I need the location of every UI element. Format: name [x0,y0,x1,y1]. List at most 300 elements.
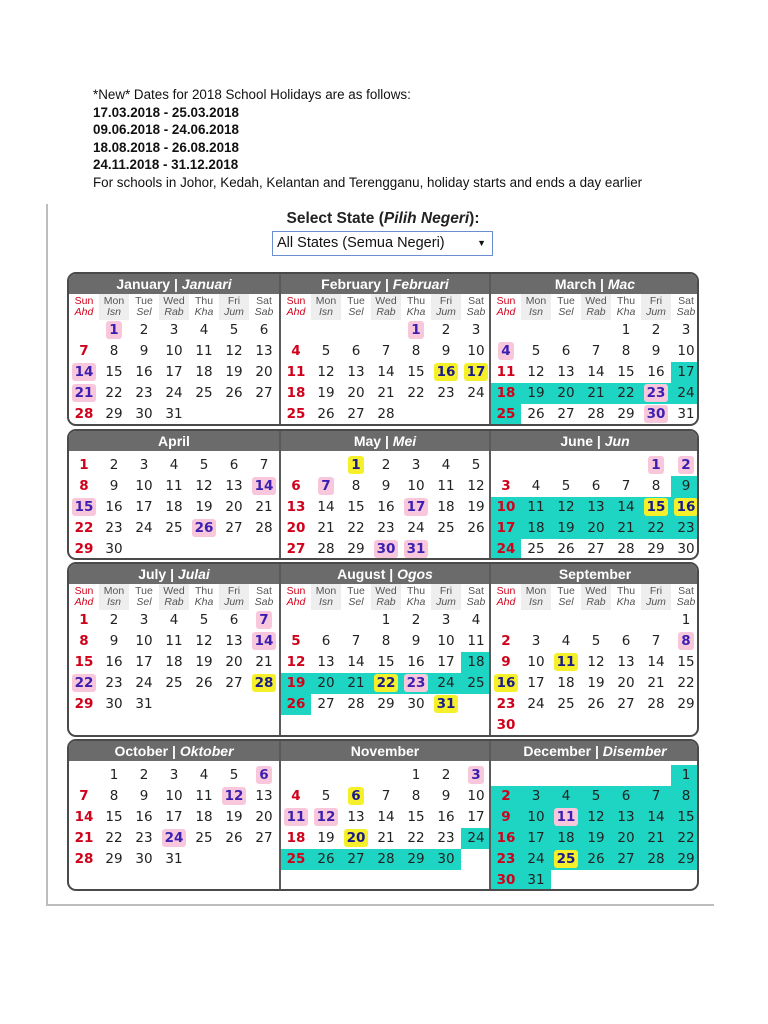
calendar-date: 4 [291,343,301,359]
calendar-date: 4 [531,478,541,494]
calendar-date: 29 [105,406,123,422]
public-holiday-date[interactable]: 21 [69,383,99,404]
empty-cell [581,610,611,631]
calendar-date: 30 [496,717,516,733]
calendar-date: 21 [377,385,395,401]
public-holiday-date[interactable]: 6 [341,786,371,807]
weekday-label: Tue Sel [557,295,575,318]
public-holiday-date[interactable]: 30 [371,539,401,560]
calendar-date: 3 [531,633,541,649]
calendar-date: 11 [195,788,213,804]
calendar-date: 29 [677,696,695,712]
public-holiday-date[interactable]: 23 [641,383,671,404]
calendar-date: 27 [587,541,605,557]
weekday-label: Sun Ahd [74,295,94,318]
weekday-header [69,294,279,320]
school-holiday-date: 27 [611,849,641,870]
school-holiday-date: 11 [521,497,551,518]
school-holiday-date: 12 [551,497,581,518]
calendar-date: 3 [139,612,149,628]
school-holiday-date: 14 [641,807,671,828]
calendar-date: 17 [467,809,485,825]
month-september [489,564,699,735]
calendar-date: 2 [411,612,421,628]
calendar-date: 27 [225,675,243,691]
month-august [279,564,489,735]
month-name: June [560,433,594,449]
school-holiday-date: 13 [611,807,641,828]
calendar-date: 9 [651,343,661,359]
school-holiday-date: 27 [341,849,371,870]
school-holiday-date: 21 [641,828,671,849]
calendar-date: 29 [377,696,395,712]
public-holiday-date[interactable]: 30 [641,404,671,425]
calendar-date: 4 [471,612,481,628]
calendar-date: 8 [351,478,361,494]
calendar-date: 19 [317,830,335,846]
school-holiday-date: 23 [491,849,521,870]
weekday-label: Sat Sab [466,295,486,318]
calendar-date: 25 [165,675,183,691]
school-holiday-date: 19 [581,828,611,849]
empty-cell [611,765,641,786]
calendar-date: 1 [109,767,119,783]
weekday-label: Thu Kha [194,585,214,608]
month-title [69,431,279,451]
weekday-label: Mon Isn [311,294,341,320]
calendar-date: 2 [139,767,149,783]
school-holiday-date: 22 [611,383,641,404]
calendar-date: 25 [527,541,545,557]
weekday-label: Thu Kha [616,295,636,318]
public-holiday-date[interactable]: 1 [341,455,371,476]
weekday-label: Wed Rab [581,584,611,610]
calendar-date: 29 [74,696,94,712]
school-holiday-date: 24 [431,673,461,694]
public-holiday-date[interactable]: 7 [311,476,341,497]
month-name-malay: Februari [392,276,449,292]
calendar-date: 24 [135,520,153,536]
empty-cell [641,765,671,786]
calendar-date: 28 [74,406,94,422]
calendar-date: 30 [407,696,425,712]
calendar-date: 29 [74,541,94,557]
day-grid [69,320,279,425]
calendar-date: 23 [105,520,123,536]
month-name: December [523,743,592,759]
school-holiday-date: 21 [581,383,611,404]
weekday-label: Fri Jum [219,584,249,610]
calendar-date: 9 [139,343,149,359]
calendar-date: 8 [109,788,119,804]
public-holiday-date[interactable]: 16 [671,497,699,518]
calendar-date: 16 [647,364,665,380]
calendar-date: 15 [105,364,123,380]
public-holiday-date[interactable]: 23 [401,673,431,694]
public-holiday-date[interactable]: 15 [69,497,99,518]
calendar-date: 18 [165,499,183,515]
public-holiday-date[interactable]: 7 [249,610,279,631]
calendar-date: 4 [169,612,179,628]
calendar-date: 22 [407,830,425,846]
school-holiday-date: 26 [311,849,341,870]
calendar-date: 10 [467,343,485,359]
weekday-label: Fri Jum [641,584,671,610]
calendar-date: 26 [527,406,545,422]
public-holiday-date[interactable]: 16 [431,362,461,383]
public-holiday-date[interactable]: 1 [99,320,129,341]
calendar-date: 9 [441,788,451,804]
calendar-date: 16 [135,809,153,825]
calendar-date: 5 [471,457,481,473]
calendar-date: 11 [437,478,455,494]
weekday-label: Wed Rab [159,294,189,320]
public-holiday-date[interactable]: 22 [371,673,401,694]
calendar-date: 22 [677,675,695,691]
calendar-date: 3 [169,322,179,338]
state-select-label: Select State (Pilih Negeri): [286,210,480,227]
weekday-header [281,584,489,610]
calendar-date: 30 [135,851,153,867]
school-holiday-date: 6 [611,786,641,807]
month-july [69,564,279,735]
calendar-date: 13 [347,809,365,825]
calendar-date: 31 [677,406,695,422]
calendar-date: 3 [681,322,691,338]
calendar-date: 26 [195,675,213,691]
public-holiday-date[interactable]: 4 [491,341,521,362]
school-holiday-date: 25 [461,673,491,694]
calendar-date: 2 [109,612,119,628]
empty-cell [611,455,641,476]
month-title [491,564,699,584]
calendar-date: 28 [587,406,605,422]
public-holiday-date[interactable]: 31 [401,539,431,560]
school-holiday-date: 21 [341,673,371,694]
calendar-date: 7 [79,343,89,359]
calendar-date: 10 [165,788,183,804]
calendar-date: 8 [381,633,391,649]
calendar-date: 11 [286,364,306,380]
public-holiday-date[interactable]: 11 [551,652,581,673]
weekday-label: Sat Sab [466,585,486,608]
empty-cell [581,455,611,476]
calendar-date: 7 [651,633,661,649]
calendar-date: 30 [135,406,153,422]
empty-cell [311,610,341,631]
month-june [489,431,699,558]
calendar-date: 8 [651,478,661,494]
public-holiday-date[interactable]: 15 [641,497,671,518]
calendar-date: 28 [74,851,94,867]
school-holiday-date: 9 [491,807,521,828]
public-holiday-date[interactable]: 1 [641,455,671,476]
calendar-date: 1 [381,612,391,628]
weekday-header [281,294,489,320]
public-holiday-date[interactable]: 3 [461,765,491,786]
calendar-date: 25 [195,385,213,401]
month-title: August | Ogos [281,564,489,584]
day-grid [281,455,489,560]
calendar-date: 9 [109,478,119,494]
calendar-date: 29 [647,541,665,557]
calendar-date: 2 [109,457,119,473]
calendar-date: 10 [527,654,545,670]
weekday-label: Mon Isn [521,584,551,610]
calendar-date: 9 [441,343,451,359]
calendar-date: 8 [411,788,421,804]
calendar-date: 22 [105,830,123,846]
calendar-date: 9 [381,478,391,494]
calendar-date: 6 [291,478,301,494]
calendar-date: 11 [496,364,516,380]
school-holiday-date: 19 [281,673,311,694]
month-january [69,274,279,424]
calendar-date: 5 [291,633,301,649]
month-title: January | Januari [69,274,279,294]
public-holiday-date[interactable]: 14 [249,631,279,652]
weekday-label: Wed Rab [581,294,611,320]
calendar-date: 7 [79,788,89,804]
calendar-date: 27 [317,696,335,712]
calendar-date: 10 [135,478,153,494]
calendar-date: 10 [467,788,485,804]
calendar-date: 14 [317,499,335,515]
calendar-date: 22 [74,520,94,536]
month-name-malay: Ogos [397,566,433,582]
empty-cell [69,765,99,786]
calendar-date: 22 [347,520,365,536]
calendar-date: 13 [557,364,575,380]
calendar-date: 1 [621,322,631,338]
empty-cell [521,455,551,476]
calendar-date: 21 [647,675,665,691]
calendar-date: 6 [229,612,239,628]
calendar-date: 9 [501,654,511,670]
school-holiday-date: 25 [491,404,521,425]
calendar-date: 1 [681,612,691,628]
weekday-label: Fri Jum [431,584,461,610]
month-name: January [116,276,171,292]
empty-cell [341,610,371,631]
weekday-label: Wed Rab [371,294,401,320]
weekday-label: Sun Ahd [286,295,306,318]
calendar-date: 19 [195,654,213,670]
public-holiday-date[interactable]: 12 [311,807,341,828]
calendar-date: 4 [199,767,209,783]
calendar-date: 23 [135,830,153,846]
calendar-date: 17 [165,809,183,825]
calendar-quarter [67,739,699,891]
holiday-range: 09.06.2018 - 24.06.2018 [93,122,239,138]
public-holiday-date[interactable]: 12 [219,786,249,807]
calendar-date: 16 [135,364,153,380]
empty-cell [521,610,551,631]
content-frame-border [46,904,714,906]
weekday-label: Fri Jum [219,294,249,320]
month-name: November [350,743,420,759]
public-holiday-date[interactable]: 20 [341,828,371,849]
calendar-date: 19 [587,675,605,691]
calendar-date: 23 [496,696,516,712]
calendar-date: 12 [467,478,485,494]
calendar-quarter [67,429,699,560]
calendar-date: 30 [105,541,123,557]
school-holiday-date: 10 [521,807,551,828]
month-name-malay: Mei [392,433,417,449]
calendar-date: 3 [411,457,421,473]
calendar-date: 24 [467,385,485,401]
month-name-malay: Julai [177,566,210,582]
school-holiday-date: 23 [671,518,699,539]
month-name: September [558,566,632,582]
empty-cell [551,765,581,786]
state-select-dropdown[interactable] [272,231,493,256]
school-holiday-date: 24 [461,828,491,849]
calendar-date: 29 [105,851,123,867]
calendar-date: 28 [255,520,273,536]
calendar-date: 5 [229,767,239,783]
calendar-date: 15 [74,654,94,670]
calendar-date: 6 [351,343,361,359]
school-holiday-date: 9 [671,476,699,497]
public-holiday-date[interactable]: 24 [159,828,189,849]
calendar-date: 6 [259,322,269,338]
empty-cell [281,320,311,341]
calendar-date: 24 [527,696,545,712]
calendar-date: 17 [135,499,153,515]
calendar-date: 24 [135,675,153,691]
calendar-date: 6 [621,633,631,649]
calendar-date: 15 [377,654,395,670]
month-name: April [158,433,190,449]
public-holiday-date[interactable]: 11 [281,807,311,828]
public-holiday-date[interactable]: 8 [671,631,699,652]
public-holiday-date[interactable]: 22 [69,673,99,694]
calendar-date: 17 [527,675,545,691]
dropdown-arrow-icon: ▼ [477,238,486,248]
school-holiday-date: 7 [641,786,671,807]
public-holiday-date[interactable]: 26 [189,518,219,539]
calendar-date: 29 [347,541,365,557]
empty-cell [551,610,581,631]
calendar-date: 23 [437,385,455,401]
public-holiday-date[interactable]: 14 [249,476,279,497]
weekday-label: Wed Rab [371,584,401,610]
day-grid [69,765,279,870]
school-holiday-date: 26 [281,694,311,715]
month-may [279,431,489,558]
calendar-date: 10 [437,633,455,649]
month-name-malay: Jun [604,433,630,449]
month-title: May | Mei [281,431,489,451]
calendar-date: 28 [617,541,635,557]
holiday-notice [93,86,713,192]
calendar-date: 3 [501,478,511,494]
calendar-date: 11 [165,633,183,649]
school-holiday-date: 28 [371,849,401,870]
calendar-quarter [67,272,699,426]
public-holiday-date[interactable]: 17 [401,497,431,518]
calendar-date: 19 [317,385,335,401]
calendar-date: 27 [557,406,575,422]
public-holiday-date[interactable]: 31 [431,694,461,715]
calendar-date: 25 [195,830,213,846]
school-holiday-date: 4 [551,786,581,807]
public-holiday-date[interactable]: 14 [69,362,99,383]
day-grid [69,610,279,715]
calendar-date: 7 [381,343,391,359]
public-holiday-date[interactable]: 6 [249,765,279,786]
calendar-date: 15 [105,809,123,825]
school-holiday-date: 19 [551,518,581,539]
empty-cell [641,610,671,631]
calendar-date: 16 [105,654,123,670]
calendar-date: 5 [591,633,601,649]
weekday-label: Thu Kha [194,295,214,318]
calendar-date: 19 [467,499,485,515]
calendar-date: 5 [321,343,331,359]
calendar-date: 13 [347,364,365,380]
public-holiday-date[interactable]: 16 [491,673,521,694]
calendar-date: 18 [437,499,455,515]
weekday-label: Sun Ahd [286,585,306,608]
calendar-date: 11 [467,633,485,649]
school-holiday-date: 18 [461,652,491,673]
month-title: March | Mac [491,274,699,294]
calendar-date: 25 [165,520,183,536]
content-frame-border [46,204,48,906]
school-holiday-date: 20 [581,518,611,539]
school-holiday-date: 19 [521,383,551,404]
public-holiday-date[interactable]: 25 [551,849,581,870]
school-holiday-date: 16 [491,828,521,849]
calendar-date: 1 [411,767,421,783]
calendar-date: 27 [617,696,635,712]
weekday-label: Sat Sab [676,295,696,318]
school-holiday-date: 31 [521,870,551,891]
calendar-date: 6 [321,633,331,649]
day-grid [491,610,699,736]
weekday-label: Tue Sel [347,295,365,318]
school-holiday-date: 14 [611,497,641,518]
calendar-date: 20 [225,654,243,670]
month-name-malay: Januari [181,276,232,292]
calendar-date: 4 [441,457,451,473]
month-title: February | Februari [281,274,489,294]
public-holiday-date[interactable]: 28 [249,673,279,694]
empty-cell [551,320,581,341]
calendar-date: 13 [317,654,335,670]
weekday-label: Fri Jum [641,294,671,320]
calendar-date: 10 [677,343,695,359]
school-holiday-date: 18 [551,828,581,849]
public-holiday-date[interactable]: 17 [461,362,491,383]
calendar-date: 3 [139,457,149,473]
calendar-date: 31 [165,851,183,867]
public-holiday-date[interactable]: 11 [551,807,581,828]
public-holiday-date[interactable]: 2 [671,455,699,476]
public-holiday-date[interactable]: 1 [401,320,431,341]
calendar-date: 18 [286,385,306,401]
state-select-value: All States (Semua Negeri) [277,235,445,251]
month-name: February [321,276,382,292]
notice-intro: *New* Dates for 2018 School Holidays are as follows: [93,87,411,102]
calendar-date: 12 [195,633,213,649]
month-february [279,274,489,424]
calendar-date: 2 [381,457,391,473]
calendar-date: 20 [255,364,273,380]
